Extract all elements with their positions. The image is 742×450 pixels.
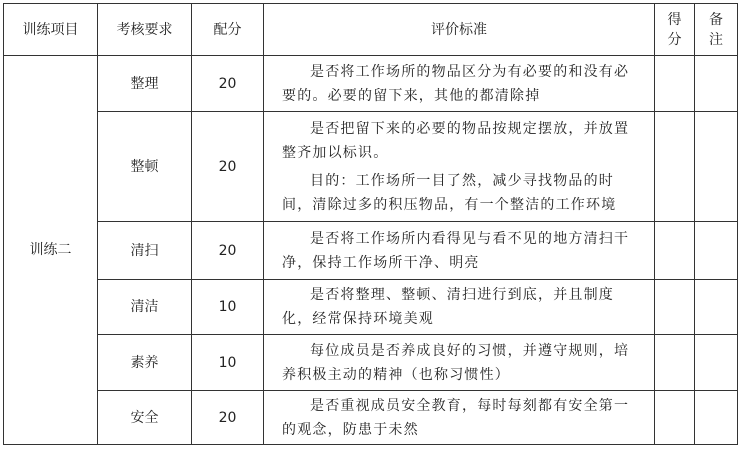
score-cell: 10 <box>192 335 264 391</box>
remark-cell[interactable] <box>695 56 738 112</box>
gained-score-cell[interactable] <box>655 391 695 445</box>
header-project: 训练项目 <box>4 4 98 56</box>
table-row <box>4 335 738 391</box>
requirement-cell: 整理 <box>98 56 192 112</box>
gained-score-cell[interactable] <box>655 280 695 335</box>
score-cell: 20 <box>192 391 264 445</box>
gained-score-cell[interactable] <box>655 335 695 391</box>
header-gained-score <box>655 4 695 56</box>
table-row <box>4 56 738 112</box>
criteria-cell <box>264 391 655 445</box>
requirement-cell: 安全 <box>98 391 192 445</box>
table-row <box>4 112 738 222</box>
gained-score-cell[interactable] <box>655 56 695 112</box>
criteria-cell <box>264 335 655 391</box>
gained-score-cell[interactable] <box>655 222 695 280</box>
requirement-cell: 素养 <box>98 335 192 391</box>
remark-cell[interactable] <box>695 222 738 280</box>
criteria-cell <box>264 112 655 222</box>
score-cell: 20 <box>192 222 264 280</box>
table-row <box>4 391 738 445</box>
header-remark-line2: 注 <box>709 31 723 48</box>
criteria-text: 是否将工作场所的物品区分为有必要的和没有必要的。必要的留下来，其他的都清除掉 <box>282 63 630 104</box>
gained-score-cell[interactable] <box>655 112 695 222</box>
criteria-cell <box>264 222 655 280</box>
table-row <box>4 280 738 335</box>
score-cell: 20 <box>192 56 264 112</box>
score-cell: 20 <box>192 112 264 222</box>
header-criteria: 评价标准 <box>264 4 655 56</box>
remark-cell[interactable] <box>695 391 738 445</box>
remark-cell[interactable] <box>695 280 738 335</box>
header-gained-line1: 得 <box>667 11 682 28</box>
project-name-cell: 训练二 <box>4 56 98 445</box>
score-cell: 10 <box>192 280 264 335</box>
criteria-cell <box>264 56 655 112</box>
header-gained-line2: 分 <box>667 31 682 48</box>
requirement-cell: 清洁 <box>98 280 192 335</box>
requirement-cell: 整顿 <box>98 112 192 222</box>
criteria-text: 每位成员是否养成良好的习惯，并遵守规则，培养积极主动的精神（也称习惯性） <box>282 342 630 383</box>
assessment-table-wrapper <box>3 3 738 445</box>
header-remark-line1: 备 <box>709 11 723 28</box>
remark-cell[interactable] <box>695 112 738 222</box>
header-remark <box>695 4 738 56</box>
criteria-text: 是否将整理、整顿、清扫进行到底，并且制度化，经常保持环境美观 <box>282 287 614 327</box>
criteria-cell <box>264 280 655 335</box>
criteria-extra-text: 目的：工作场所一目了然，减少寻找物品的时间，清除过多的积压物品，有一个整洁的工作环境 <box>282 172 617 213</box>
header-row <box>4 4 738 56</box>
criteria-text: 是否将工作场所内看得见与看不见的地方清扫干净，保持工作场所干净、明亮 <box>282 230 630 271</box>
requirement-cell: 清扫 <box>98 222 192 280</box>
criteria-text: 是否重视成员安全教育，每时每刻都有安全第一的观念，防患于未然 <box>282 397 630 438</box>
header-requirement: 考核要求 <box>98 4 192 56</box>
header-score: 配分 <box>192 4 264 56</box>
assessment-table <box>3 3 738 445</box>
table-row <box>4 222 738 280</box>
criteria-text: 是否把留下来的必要的物品按规定摆放，并放置整齐加以标识。 <box>282 120 630 161</box>
remark-cell[interactable] <box>695 335 738 391</box>
